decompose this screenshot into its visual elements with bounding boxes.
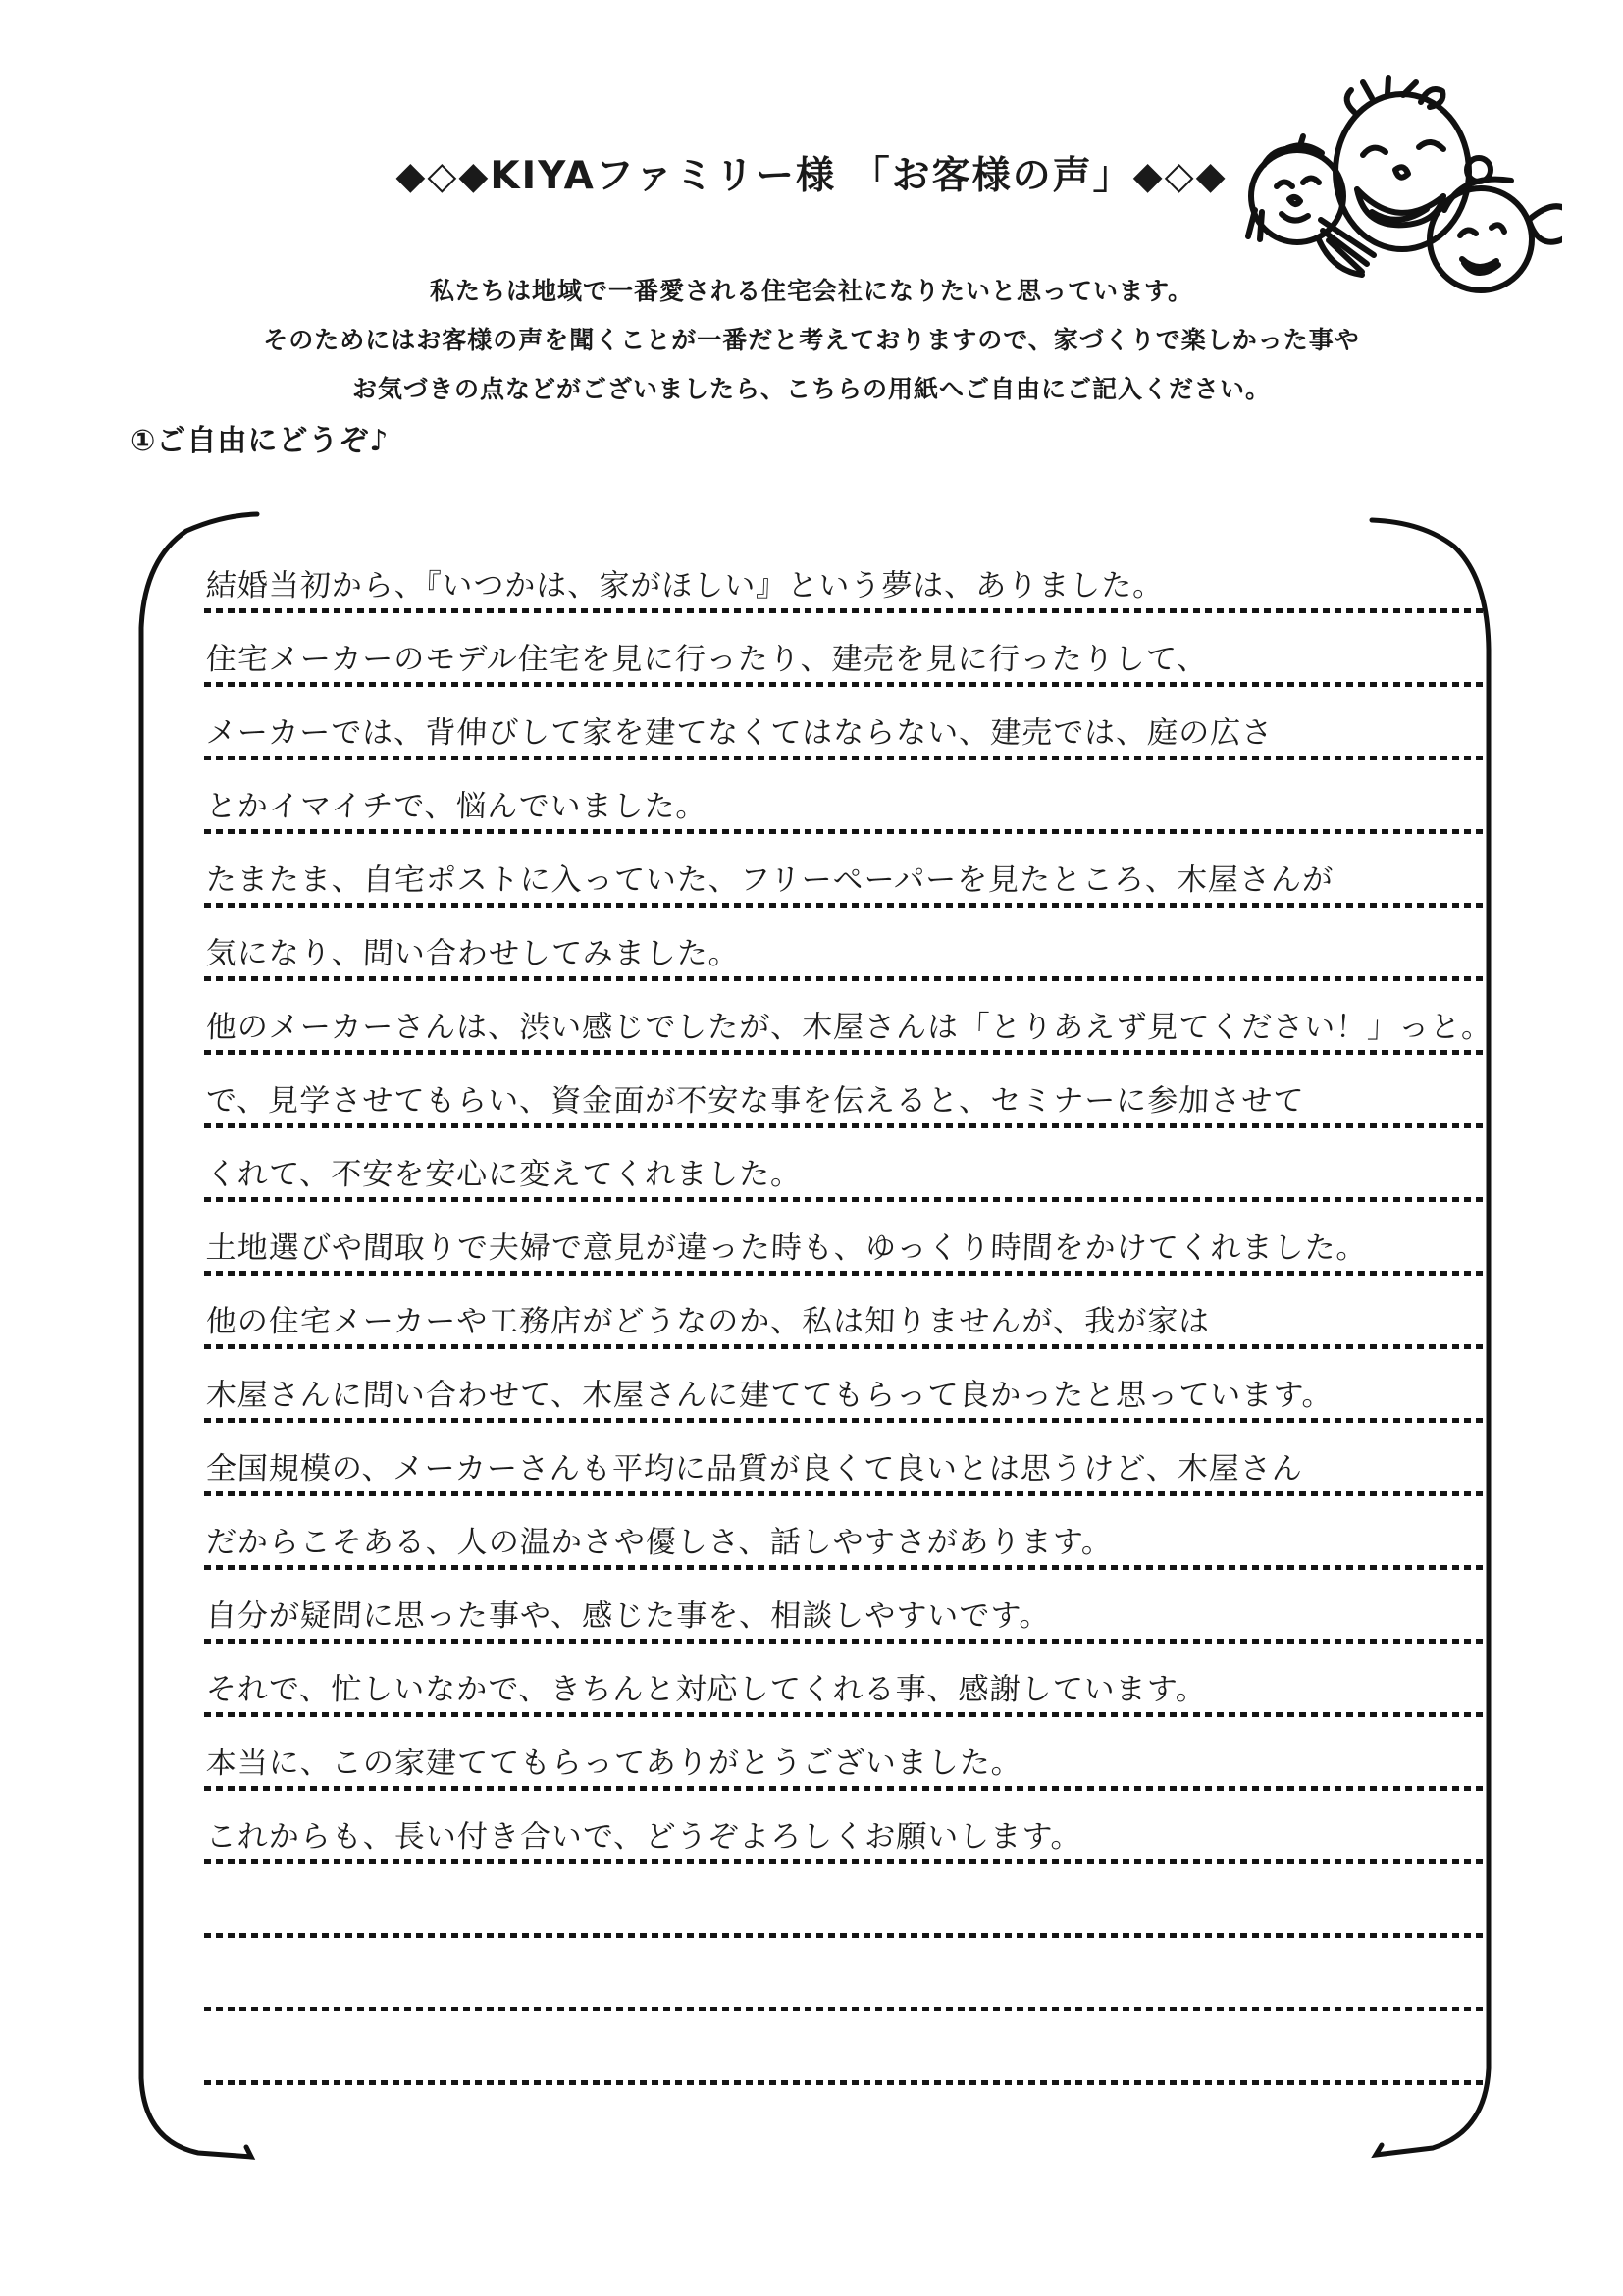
writing-line [204, 908, 1488, 981]
writing-line [204, 834, 1488, 908]
writing-line [204, 1128, 1488, 1202]
handwritten-text: 気になり、問い合わせしてみました。 [205, 936, 741, 971]
writing-line [204, 981, 1493, 1055]
writing-line [204, 613, 1488, 687]
writing-line [204, 1055, 1488, 1128]
writing-line [204, 1938, 1488, 2011]
handwritten-text: たまたま、自宅ポストに入っていた、フリーペーパーを見たところ、木屋さんが [205, 862, 1335, 898]
writing-line [204, 1496, 1488, 1570]
writing-lines [204, 540, 1493, 2085]
handwritten-text: 本当に、この家建ててもらってありがとうございました。 [205, 1746, 1023, 1781]
writing-line [204, 1717, 1488, 1791]
handwritten-text: 全国規模の、メーカーさんも平均に品質が良くて良いとは思うけど、木屋さん [205, 1451, 1304, 1487]
writing-line [204, 1791, 1488, 1864]
handwritten-text: 木屋さんに問い合わせて、木屋さんに建ててもらって良かったと思っています。 [205, 1378, 1335, 1413]
handwritten-text: 自分が疑問に思った事や、感じた事を、相談しやすいです。 [205, 1598, 1052, 1634]
family-faces-doodle-icon [1238, 71, 1562, 296]
handwritten-text: とかイマイチで、悩んでいました。 [205, 789, 708, 824]
handwritten-text: くれて、不安を安心に変えてくれました。 [205, 1157, 803, 1192]
writing-line [204, 1349, 1488, 1423]
writing-line [204, 687, 1488, 760]
writing-line [204, 540, 1488, 613]
handwritten-text: 住宅メーカーのモデル住宅を見に行ったり、建売を見に行ったりして、 [205, 642, 1209, 677]
writing-line [204, 1570, 1488, 1644]
writing-line [204, 760, 1488, 834]
writing-line [204, 1864, 1488, 1938]
intro-text [0, 267, 1623, 414]
handwritten-text: だからこそある、人の温かさや優しさ、話しやすさがあります。 [205, 1525, 1114, 1560]
page-title: ◆◇◆KIYAファミリー様 「お客様の声」◆◇◆ [395, 154, 1228, 198]
handwritten-text: これからも、長い付き合いで、どうぞよろしくお願いします。 [205, 1819, 1083, 1854]
handwritten-text: 土地選びや間取りで夫婦で意見が違った時も、ゆっくり時間をかけてくれました。 [205, 1230, 1369, 1266]
intro-line-2: そのためにはお客様の声を聞くことが一番だと考えておりますので、家づくりで楽しかった事や [263, 326, 1360, 354]
section-label: ①ご自由にどうぞ♪ [131, 424, 390, 458]
handwritten-text: で、見学させてもらい、資金面が不安な事を伝えると、セミナーに参加させて [205, 1083, 1305, 1119]
handwritten-text: 結婚当初から、『いつかは、家がほしい』という夢は、ありました。 [205, 568, 1166, 603]
writing-line [204, 1644, 1488, 1717]
writing-line [204, 2011, 1488, 2085]
writing-line [204, 1423, 1488, 1496]
writing-panel [128, 500, 1501, 2178]
intro-line-1: 私たちは地域で一番愛される住宅会社になりたいと思っています。 [429, 277, 1193, 305]
handwritten-text: メーカーでは、背伸びして家を建てなくてはならない、建売では、庭の広さ [205, 715, 1274, 751]
writing-line [204, 1202, 1488, 1276]
intro-line-3: お気づきの点などがございましたら、こちらの用紙へご自由にご記入ください。 [351, 375, 1271, 403]
handwritten-text: それで、忙しいなかで、きちんと対応してくれる事、感謝しています。 [205, 1672, 1208, 1707]
handwritten-text: 他の住宅メーカーや工務店がどうなのか、私は知りませんが、我が家は [205, 1304, 1211, 1339]
handwritten-text: 他のメーカーさんは、渋い感じでしたが、木屋さんは「とりあえず見てください！」っと。 [205, 1010, 1493, 1045]
writing-line [204, 1276, 1488, 1349]
